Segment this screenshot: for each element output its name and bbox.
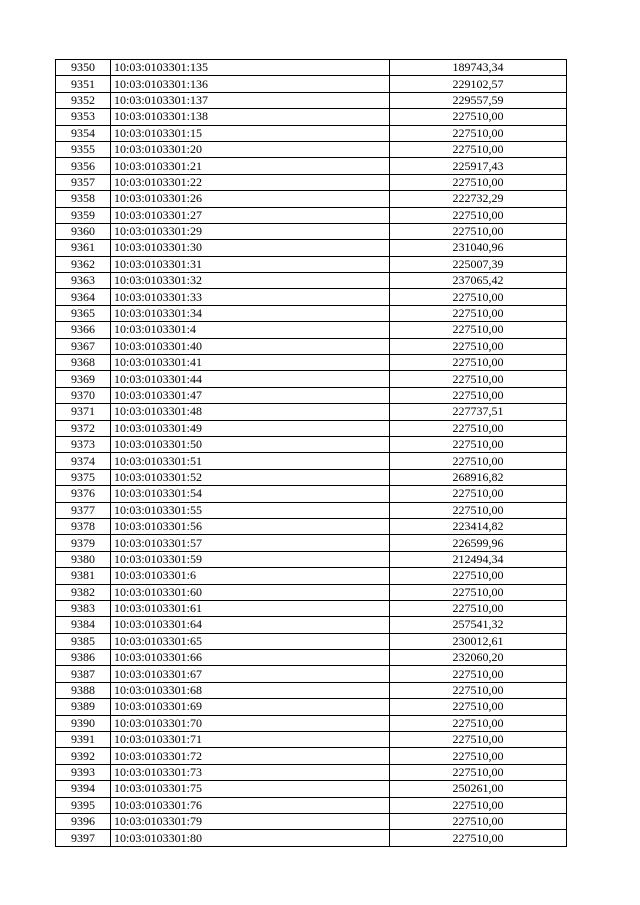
cadastral-value-cell: 226599,96 bbox=[390, 535, 567, 551]
cadastral-value-cell: 231040,96 bbox=[390, 240, 567, 256]
cadastral-number-cell: 10:03:0103301:66 bbox=[111, 650, 390, 666]
cadastral-value-cell: 268916,82 bbox=[390, 469, 567, 485]
cadastral-value-cell: 232060,20 bbox=[390, 650, 567, 666]
cadastral-number-cell: 10:03:0103301:52 bbox=[111, 469, 390, 485]
cadastral-value-cell: 227510,00 bbox=[390, 584, 567, 600]
cadastral-value-cell: 227510,00 bbox=[390, 715, 567, 731]
cadastral-value-cell: 237065,42 bbox=[390, 273, 567, 289]
table-row bbox=[56, 502, 567, 518]
cadastral-number-cell: 10:03:0103301:56 bbox=[111, 518, 390, 534]
cadastral-number-cell: 10:03:0103301:59 bbox=[111, 551, 390, 567]
table-row bbox=[56, 732, 567, 748]
cadastral-value-cell: 227510,00 bbox=[390, 732, 567, 748]
cadastral-value-cell: 227510,00 bbox=[390, 125, 567, 141]
row-number-cell: 9366 bbox=[56, 322, 111, 338]
row-number-cell: 9373 bbox=[56, 436, 111, 452]
row-number-cell: 9375 bbox=[56, 469, 111, 485]
row-number-cell: 9361 bbox=[56, 240, 111, 256]
cadastral-value-cell: 227510,00 bbox=[390, 666, 567, 682]
cadastral-number-cell: 10:03:0103301:34 bbox=[111, 305, 390, 321]
cadastral-number-cell: 10:03:0103301:48 bbox=[111, 404, 390, 420]
row-number-cell: 9383 bbox=[56, 600, 111, 616]
cadastral-number-cell: 10:03:0103301:22 bbox=[111, 174, 390, 190]
row-number-cell: 9351 bbox=[56, 76, 111, 92]
cadastral-value-cell: 227510,00 bbox=[390, 830, 567, 846]
row-number-cell: 9374 bbox=[56, 453, 111, 469]
cadastral-number-cell: 10:03:0103301:64 bbox=[111, 617, 390, 633]
cadastral-value-cell: 227510,00 bbox=[390, 699, 567, 715]
table-row bbox=[56, 764, 567, 780]
cadastral-number-cell: 10:03:0103301:21 bbox=[111, 158, 390, 174]
row-number-cell: 9370 bbox=[56, 387, 111, 403]
table-row bbox=[56, 387, 567, 403]
cadastral-value-cell: 212494,34 bbox=[390, 551, 567, 567]
row-number-cell: 9381 bbox=[56, 568, 111, 584]
table-row bbox=[56, 453, 567, 469]
cadastral-number-cell: 10:03:0103301:50 bbox=[111, 436, 390, 452]
cadastral-value-cell: 227510,00 bbox=[390, 436, 567, 452]
cadastral-value-cell: 257541,32 bbox=[390, 617, 567, 633]
table-row bbox=[56, 436, 567, 452]
table-row bbox=[56, 322, 567, 338]
cadastral-number-cell: 10:03:0103301:44 bbox=[111, 371, 390, 387]
cadastral-number-cell: 10:03:0103301:49 bbox=[111, 420, 390, 436]
cadastral-number-cell: 10:03:0103301:57 bbox=[111, 535, 390, 551]
row-number-cell: 9372 bbox=[56, 420, 111, 436]
table-row bbox=[56, 76, 567, 92]
row-number-cell: 9378 bbox=[56, 518, 111, 534]
row-number-cell: 9355 bbox=[56, 141, 111, 157]
table-row bbox=[56, 535, 567, 551]
row-number-cell: 9385 bbox=[56, 633, 111, 649]
cadastral-value-cell: 227510,00 bbox=[390, 600, 567, 616]
row-number-cell: 9367 bbox=[56, 338, 111, 354]
cadastral-value-cell: 189743,34 bbox=[390, 60, 567, 76]
table-row bbox=[56, 125, 567, 141]
cadastral-value-cell: 227510,00 bbox=[390, 141, 567, 157]
cadastral-number-cell: 10:03:0103301:76 bbox=[111, 797, 390, 813]
table-row bbox=[56, 682, 567, 698]
cadastral-number-cell: 10:03:0103301:80 bbox=[111, 830, 390, 846]
row-number-cell: 9395 bbox=[56, 797, 111, 813]
cadastral-number-cell: 10:03:0103301:27 bbox=[111, 207, 390, 223]
table-row bbox=[56, 338, 567, 354]
row-number-cell: 9356 bbox=[56, 158, 111, 174]
cadastral-value-cell: 250261,00 bbox=[390, 781, 567, 797]
cadastral-value-cell: 227737,51 bbox=[390, 404, 567, 420]
row-number-cell: 9390 bbox=[56, 715, 111, 731]
row-number-cell: 9350 bbox=[56, 60, 111, 76]
cadastral-number-cell: 10:03:0103301:6 bbox=[111, 568, 390, 584]
row-number-cell: 9359 bbox=[56, 207, 111, 223]
cadastral-value-cell: 227510,00 bbox=[390, 797, 567, 813]
row-number-cell: 9352 bbox=[56, 92, 111, 108]
row-number-cell: 9377 bbox=[56, 502, 111, 518]
table-row bbox=[56, 781, 567, 797]
cadastral-value-cell: 225007,39 bbox=[390, 256, 567, 272]
cadastral-number-cell: 10:03:0103301:138 bbox=[111, 109, 390, 125]
table-row bbox=[56, 191, 567, 207]
table-row bbox=[56, 174, 567, 190]
cadastral-number-cell: 10:03:0103301:72 bbox=[111, 748, 390, 764]
cadastral-number-cell: 10:03:0103301:61 bbox=[111, 600, 390, 616]
cadastral-number-cell: 10:03:0103301:31 bbox=[111, 256, 390, 272]
table-row bbox=[56, 207, 567, 223]
table-row bbox=[56, 355, 567, 371]
cadastral-number-cell: 10:03:0103301:137 bbox=[111, 92, 390, 108]
row-number-cell: 9353 bbox=[56, 109, 111, 125]
table-row bbox=[56, 92, 567, 108]
cadastral-value-cell: 225917,43 bbox=[390, 158, 567, 174]
cadastral-number-cell: 10:03:0103301:79 bbox=[111, 813, 390, 829]
table-row bbox=[56, 813, 567, 829]
table-row bbox=[56, 568, 567, 584]
cadastral-value-cell: 230012,61 bbox=[390, 633, 567, 649]
table-row bbox=[56, 584, 567, 600]
table-body bbox=[56, 60, 567, 847]
cadastral-value-table bbox=[55, 59, 567, 847]
row-number-cell: 9371 bbox=[56, 404, 111, 420]
cadastral-number-cell: 10:03:0103301:75 bbox=[111, 781, 390, 797]
cadastral-value-cell: 227510,00 bbox=[390, 682, 567, 698]
cadastral-number-cell: 10:03:0103301:4 bbox=[111, 322, 390, 338]
cadastral-value-cell: 227510,00 bbox=[390, 764, 567, 780]
row-number-cell: 9384 bbox=[56, 617, 111, 633]
row-number-cell: 9354 bbox=[56, 125, 111, 141]
table-row bbox=[56, 109, 567, 125]
table-row bbox=[56, 60, 567, 76]
cadastral-number-cell: 10:03:0103301:68 bbox=[111, 682, 390, 698]
row-number-cell: 9368 bbox=[56, 355, 111, 371]
cadastral-value-cell: 227510,00 bbox=[390, 174, 567, 190]
table-row bbox=[56, 633, 567, 649]
table-row bbox=[56, 551, 567, 567]
table-row bbox=[56, 273, 567, 289]
table-row bbox=[56, 469, 567, 485]
table-row bbox=[56, 256, 567, 272]
cadastral-number-cell: 10:03:0103301:29 bbox=[111, 223, 390, 239]
cadastral-value-cell: 227510,00 bbox=[390, 109, 567, 125]
cadastral-number-cell: 10:03:0103301:136 bbox=[111, 76, 390, 92]
cadastral-value-cell: 227510,00 bbox=[390, 355, 567, 371]
cadastral-value-cell: 227510,00 bbox=[390, 568, 567, 584]
row-number-cell: 9357 bbox=[56, 174, 111, 190]
row-number-cell: 9387 bbox=[56, 666, 111, 682]
row-number-cell: 9389 bbox=[56, 699, 111, 715]
cadastral-number-cell: 10:03:0103301:73 bbox=[111, 764, 390, 780]
row-number-cell: 9365 bbox=[56, 305, 111, 321]
row-number-cell: 9393 bbox=[56, 764, 111, 780]
cadastral-number-cell: 10:03:0103301:55 bbox=[111, 502, 390, 518]
table-row bbox=[56, 420, 567, 436]
table-row bbox=[56, 486, 567, 502]
row-number-cell: 9376 bbox=[56, 486, 111, 502]
cadastral-value-cell: 227510,00 bbox=[390, 420, 567, 436]
cadastral-number-cell: 10:03:0103301:69 bbox=[111, 699, 390, 715]
table-row bbox=[56, 748, 567, 764]
table-row bbox=[56, 617, 567, 633]
row-number-cell: 9392 bbox=[56, 748, 111, 764]
table-row bbox=[56, 518, 567, 534]
row-number-cell: 9363 bbox=[56, 273, 111, 289]
cadastral-number-cell: 10:03:0103301:20 bbox=[111, 141, 390, 157]
cadastral-value-cell: 223414,82 bbox=[390, 518, 567, 534]
row-number-cell: 9397 bbox=[56, 830, 111, 846]
table-row bbox=[56, 797, 567, 813]
table-row bbox=[56, 699, 567, 715]
cadastral-value-cell: 227510,00 bbox=[390, 338, 567, 354]
table-row bbox=[56, 650, 567, 666]
cadastral-value-cell: 227510,00 bbox=[390, 486, 567, 502]
table-row bbox=[56, 666, 567, 682]
cadastral-number-cell: 10:03:0103301:47 bbox=[111, 387, 390, 403]
table-row bbox=[56, 371, 567, 387]
cadastral-number-cell: 10:03:0103301:15 bbox=[111, 125, 390, 141]
cadastral-value-cell: 227510,00 bbox=[390, 207, 567, 223]
table-row bbox=[56, 158, 567, 174]
cadastral-value-cell: 227510,00 bbox=[390, 371, 567, 387]
row-number-cell: 9379 bbox=[56, 535, 111, 551]
cadastral-value-cell: 227510,00 bbox=[390, 223, 567, 239]
cadastral-value-cell: 229557,59 bbox=[390, 92, 567, 108]
cadastral-value-cell: 227510,00 bbox=[390, 305, 567, 321]
cadastral-value-cell: 227510,00 bbox=[390, 502, 567, 518]
cadastral-number-cell: 10:03:0103301:60 bbox=[111, 584, 390, 600]
cadastral-number-cell: 10:03:0103301:33 bbox=[111, 289, 390, 305]
row-number-cell: 9382 bbox=[56, 584, 111, 600]
cadastral-number-cell: 10:03:0103301:51 bbox=[111, 453, 390, 469]
row-number-cell: 9369 bbox=[56, 371, 111, 387]
cadastral-value-cell: 227510,00 bbox=[390, 453, 567, 469]
cadastral-number-cell: 10:03:0103301:26 bbox=[111, 191, 390, 207]
cadastral-value-cell: 229102,57 bbox=[390, 76, 567, 92]
table-row bbox=[56, 830, 567, 846]
cadastral-number-cell: 10:03:0103301:30 bbox=[111, 240, 390, 256]
cadastral-number-cell: 10:03:0103301:41 bbox=[111, 355, 390, 371]
cadastral-number-cell: 10:03:0103301:71 bbox=[111, 732, 390, 748]
row-number-cell: 9360 bbox=[56, 223, 111, 239]
cadastral-number-cell: 10:03:0103301:40 bbox=[111, 338, 390, 354]
row-number-cell: 9391 bbox=[56, 732, 111, 748]
row-number-cell: 9380 bbox=[56, 551, 111, 567]
table-row bbox=[56, 715, 567, 731]
row-number-cell: 9396 bbox=[56, 813, 111, 829]
cadastral-value-cell: 227510,00 bbox=[390, 387, 567, 403]
table-row bbox=[56, 223, 567, 239]
cadastral-value-cell: 227510,00 bbox=[390, 813, 567, 829]
cadastral-value-cell: 227510,00 bbox=[390, 748, 567, 764]
table-row bbox=[56, 404, 567, 420]
cadastral-number-cell: 10:03:0103301:54 bbox=[111, 486, 390, 502]
cadastral-number-cell: 10:03:0103301:65 bbox=[111, 633, 390, 649]
table-row bbox=[56, 289, 567, 305]
row-number-cell: 9388 bbox=[56, 682, 111, 698]
table-row bbox=[56, 240, 567, 256]
row-number-cell: 9358 bbox=[56, 191, 111, 207]
row-number-cell: 9364 bbox=[56, 289, 111, 305]
cadastral-value-cell: 227510,00 bbox=[390, 289, 567, 305]
table-row bbox=[56, 600, 567, 616]
row-number-cell: 9362 bbox=[56, 256, 111, 272]
cadastral-number-cell: 10:03:0103301:135 bbox=[111, 60, 390, 76]
row-number-cell: 9394 bbox=[56, 781, 111, 797]
cadastral-number-cell: 10:03:0103301:32 bbox=[111, 273, 390, 289]
cadastral-value-cell: 222732,29 bbox=[390, 191, 567, 207]
cadastral-number-cell: 10:03:0103301:70 bbox=[111, 715, 390, 731]
table-row bbox=[56, 141, 567, 157]
row-number-cell: 9386 bbox=[56, 650, 111, 666]
table-row bbox=[56, 305, 567, 321]
cadastral-value-cell: 227510,00 bbox=[390, 322, 567, 338]
cadastral-number-cell: 10:03:0103301:67 bbox=[111, 666, 390, 682]
